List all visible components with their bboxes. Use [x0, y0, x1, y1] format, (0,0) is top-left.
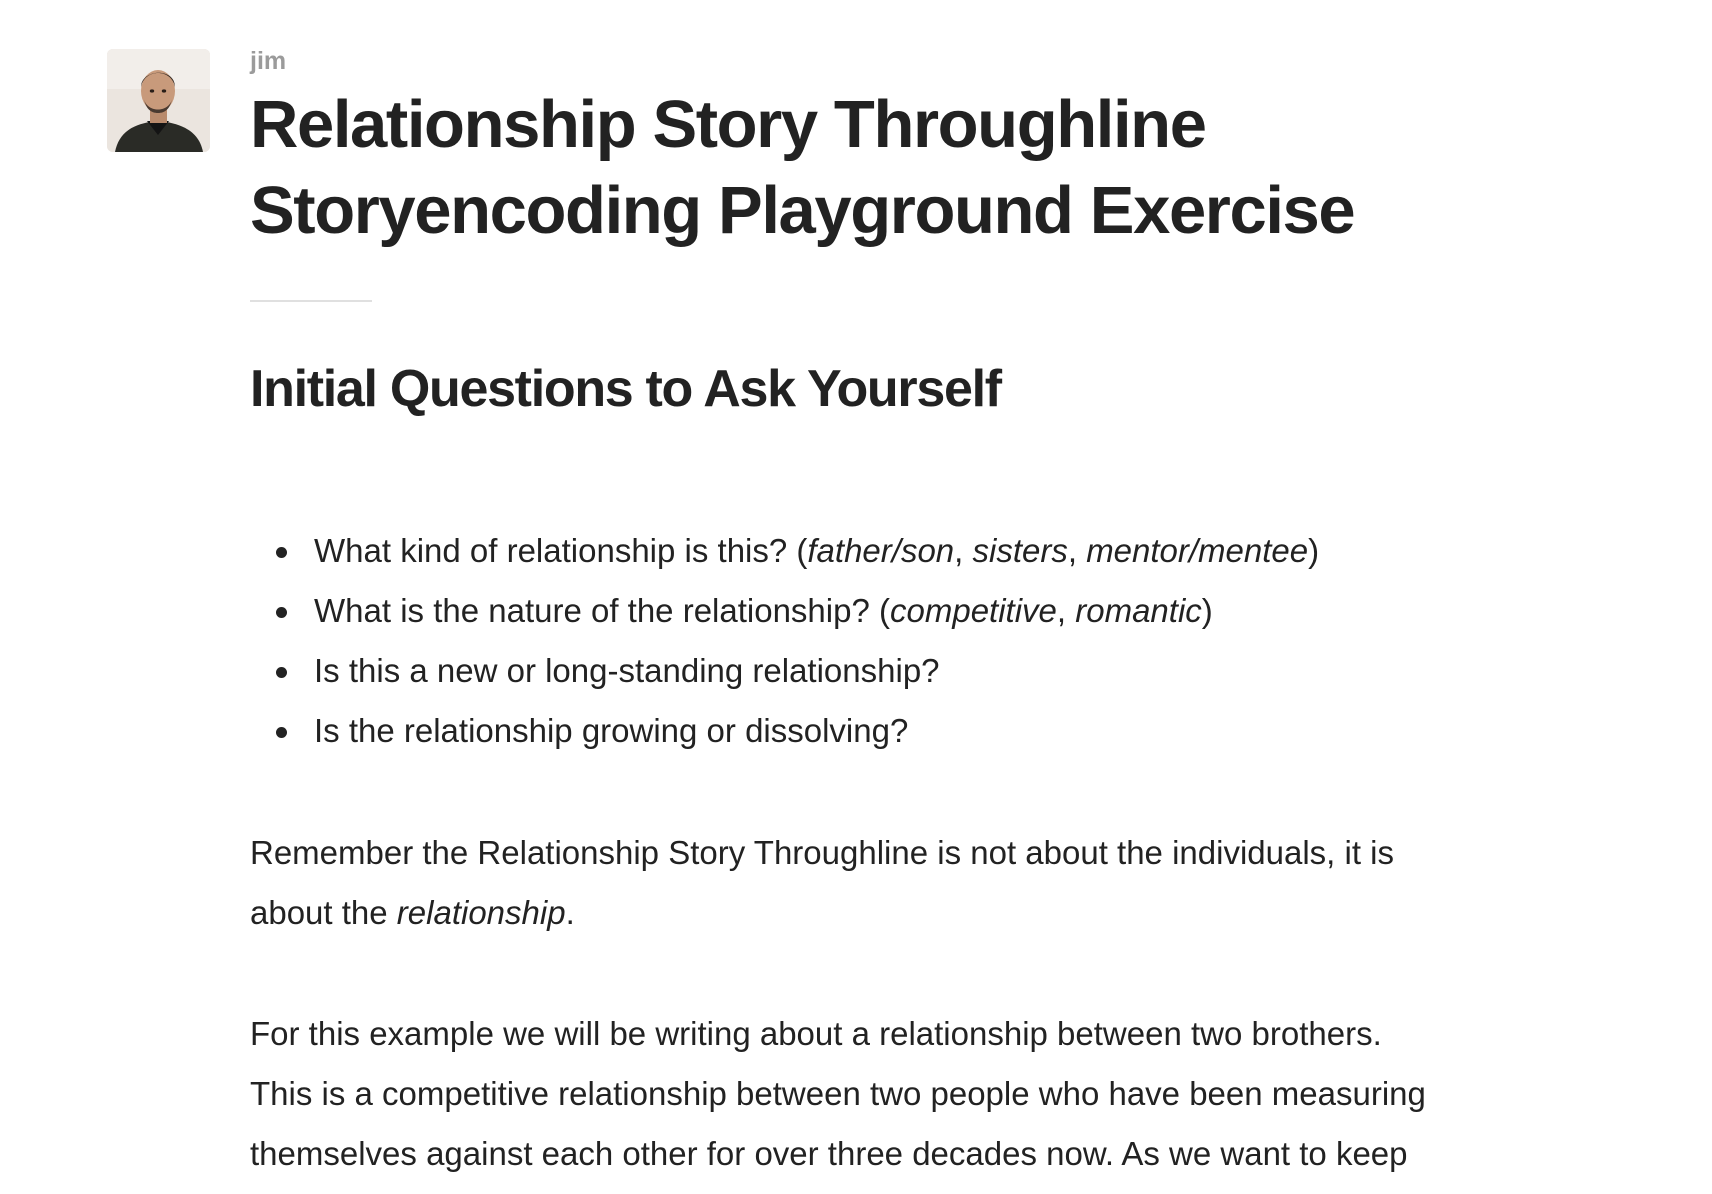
paragraph-line: themselves against each other for over three decades now. As we want to keep	[250, 1135, 1408, 1172]
question-example: mentor/mentee	[1086, 532, 1309, 569]
paragraph-line: Remember the Relationship Story Throughline is not about the individuals, it is	[250, 834, 1395, 871]
author-avatar[interactable]	[107, 49, 210, 152]
paragraph-line: This is a competitive relationship between two people who have been measuring	[250, 1075, 1426, 1112]
bullet-icon	[276, 547, 287, 558]
list-item	[250, 581, 1550, 641]
question-text: Is this a new or long-standing relationship?	[314, 652, 940, 689]
question-example: sisters	[972, 532, 1068, 569]
avatar-photo	[107, 49, 210, 152]
body-paragraph	[250, 1004, 1550, 1184]
bullet-icon	[276, 607, 287, 618]
bullet-icon	[276, 667, 287, 678]
bullet-icon	[276, 727, 287, 738]
list-item	[250, 641, 1550, 701]
title-divider	[250, 300, 372, 302]
list-item	[250, 521, 1550, 581]
question-separator: ,	[954, 532, 973, 569]
question-text: Is the relationship growing or dissolving?	[314, 712, 909, 749]
question-example: father/son	[807, 532, 955, 569]
question-text: What kind of relationship is this? (	[314, 532, 808, 569]
section-heading: Initial Questions to Ask Yourself	[250, 360, 1001, 418]
post-content	[250, 44, 1550, 1184]
body-paragraph	[250, 823, 1550, 943]
post-title	[250, 82, 1550, 254]
post-title-line-1: Relationship Story Throughline	[250, 87, 1206, 162]
question-close: )	[1308, 532, 1320, 569]
emphasis-text: relationship	[396, 894, 566, 931]
question-separator: ,	[1056, 592, 1076, 629]
question-text: What is the nature of the relationship? (	[314, 592, 890, 629]
question-separator: ,	[1067, 532, 1087, 569]
author-name[interactable]: jim	[250, 47, 287, 75]
paragraph-text: about the	[250, 894, 397, 931]
questions-list	[250, 521, 1550, 761]
question-close: )	[1201, 592, 1213, 629]
question-example: romantic	[1075, 592, 1202, 629]
question-example: competitive	[890, 592, 1057, 629]
list-item	[250, 701, 1550, 761]
post-title-line-2: Storyencoding Playground Exercise	[250, 173, 1355, 248]
paragraph-line: For this example we will be writing about a relationship between two brothers.	[250, 1015, 1382, 1052]
paragraph-text: .	[565, 894, 575, 931]
